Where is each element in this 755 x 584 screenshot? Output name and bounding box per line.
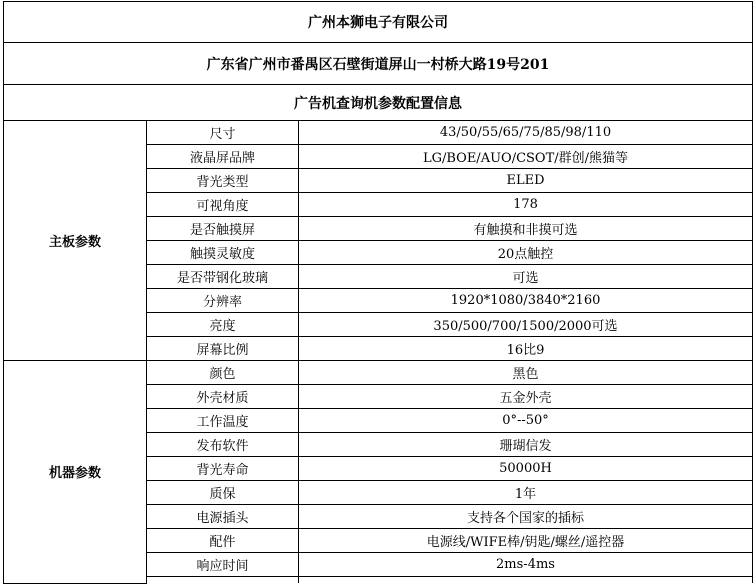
param-value: 16比9 bbox=[299, 337, 753, 361]
param-label: 配件 bbox=[147, 529, 299, 553]
param-label: 触摸灵敏度 bbox=[147, 241, 299, 265]
param-value: 1920*1080/3840*2160 bbox=[299, 289, 753, 313]
param-value: 有触摸和非摸可选 bbox=[299, 217, 753, 241]
param-label: 分辨率 bbox=[147, 289, 299, 313]
param-value: 178 bbox=[299, 193, 753, 217]
param-label: 背光寿命 bbox=[147, 457, 299, 481]
config-title-row bbox=[4, 85, 753, 121]
param-value: 20点触控 bbox=[299, 241, 753, 265]
param-label: 是否带钢化玻璃 bbox=[147, 265, 299, 289]
param-label: 质保 bbox=[147, 481, 299, 505]
param-value: 1年 bbox=[299, 481, 753, 505]
param-value: 2ms-4ms bbox=[299, 553, 753, 577]
param-value: LG/BOE/AUO/CSOT/群创/熊猫等 bbox=[299, 145, 753, 169]
spec-table bbox=[3, 1, 753, 584]
param-value: 可选 bbox=[299, 265, 753, 289]
param-label: 颜色 bbox=[147, 361, 299, 385]
param-value: 支持各个国家的插标 bbox=[299, 505, 753, 529]
param-label: 电源插头 bbox=[147, 505, 299, 529]
param-label: 液晶屏品牌 bbox=[147, 145, 299, 169]
param-label: 屏幕比例 bbox=[147, 337, 299, 361]
table-row bbox=[4, 361, 753, 385]
company-row bbox=[4, 2, 753, 43]
param-value: 0°--50° bbox=[299, 409, 753, 433]
param-label: 背光类型 bbox=[147, 169, 299, 193]
group-label-machine: 机器参数 bbox=[4, 361, 147, 584]
company-name: 广州本狮电子有限公司 bbox=[4, 2, 753, 43]
param-label: 工作温度 bbox=[147, 409, 299, 433]
param-value: 珊瑚信发 bbox=[299, 433, 753, 457]
param-value: 电源线/WIFE棒/钥匙/螺丝/遥控器 bbox=[299, 529, 753, 553]
group-label-mainboard: 主板参数 bbox=[4, 121, 147, 361]
param-label: 可视角度 bbox=[147, 193, 299, 217]
param-label: 是否触摸屏 bbox=[147, 217, 299, 241]
param-label: 发布软件 bbox=[147, 433, 299, 457]
param-label: 亮度 bbox=[147, 313, 299, 337]
table-row bbox=[4, 121, 753, 145]
param-value: 黑色 bbox=[299, 361, 753, 385]
empty-cell bbox=[147, 577, 299, 584]
param-label: 响应时间 bbox=[147, 553, 299, 577]
param-label: 尺寸 bbox=[147, 121, 299, 145]
param-value: 43/50/55/65/75/85/98/110 bbox=[299, 121, 753, 145]
company-address: 广东省广州市番禺区石壁街道屏山一村桥大路19号201 bbox=[4, 43, 753, 85]
param-value: ELED bbox=[299, 169, 753, 193]
param-value: 50000H bbox=[299, 457, 753, 481]
param-label: 外壳材质 bbox=[147, 385, 299, 409]
config-title: 广告机查询机参数配置信息 bbox=[4, 85, 753, 121]
address-row bbox=[4, 43, 753, 85]
param-value: 350/500/700/1500/2000可选 bbox=[299, 313, 753, 337]
empty-cell bbox=[299, 577, 753, 584]
param-value: 五金外壳 bbox=[299, 385, 753, 409]
